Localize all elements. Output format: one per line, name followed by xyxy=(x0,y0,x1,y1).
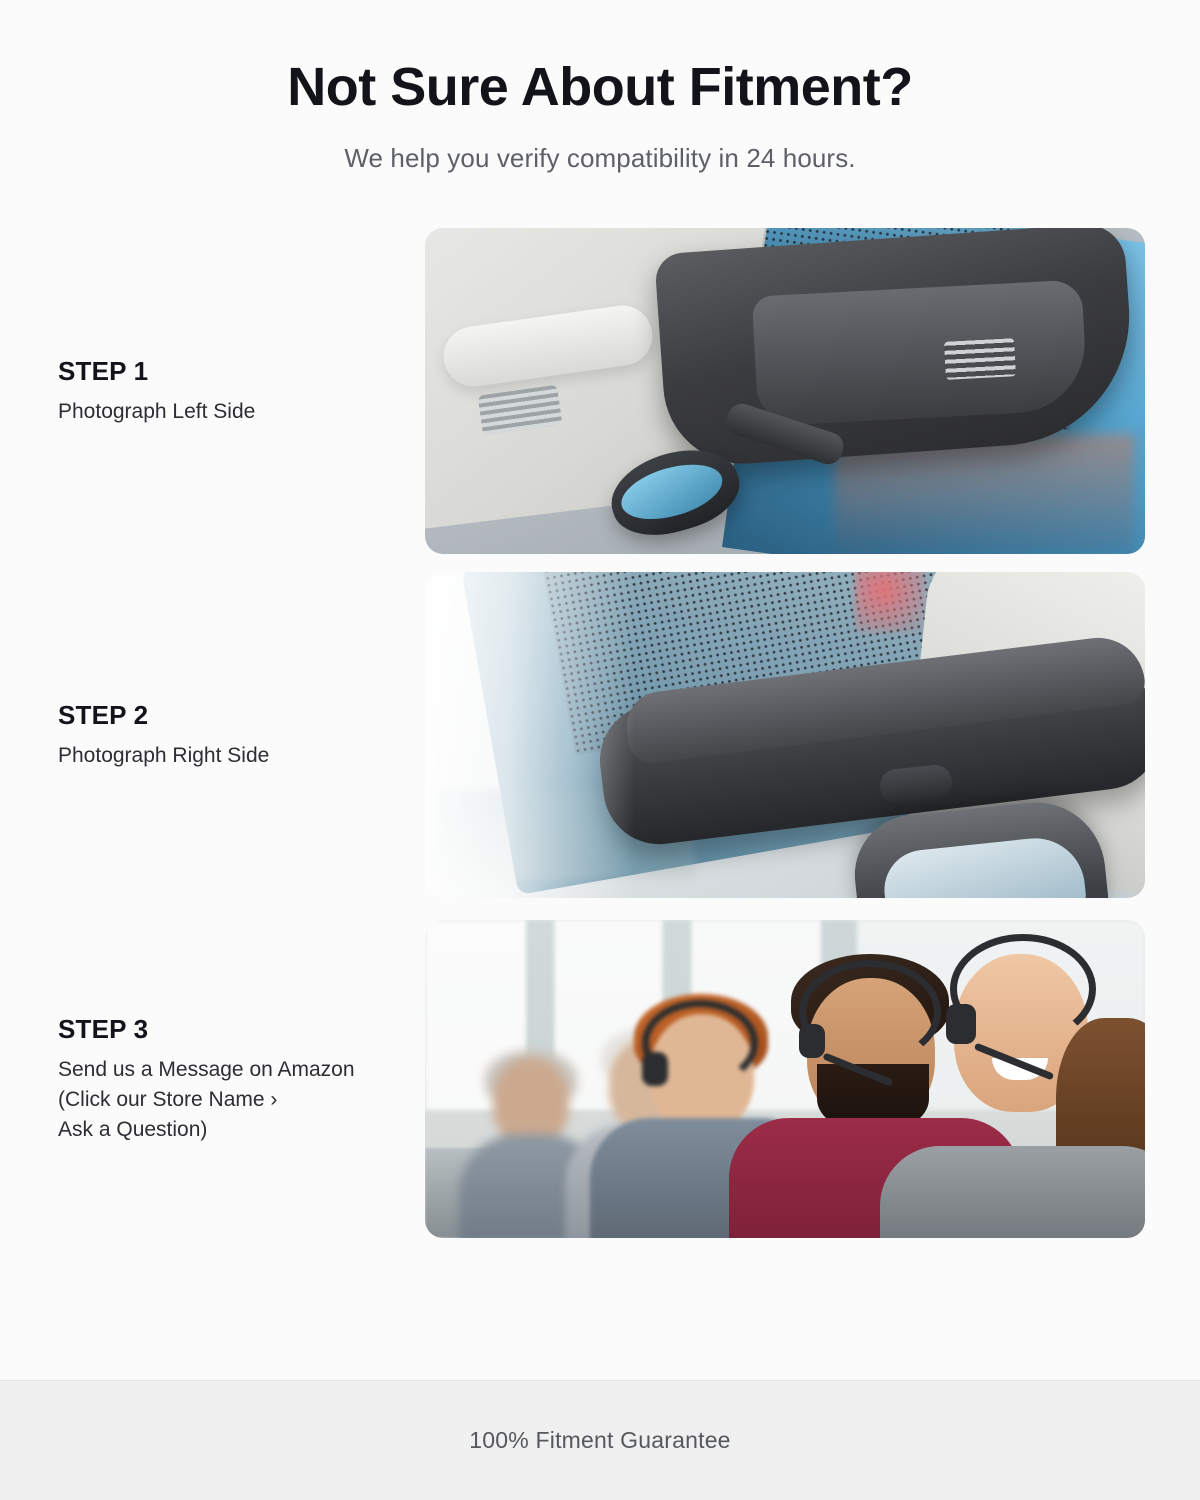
camera-housing-inner-shape xyxy=(752,280,1088,427)
page-footer xyxy=(0,1380,1200,1500)
step-1-description xyxy=(58,397,409,427)
step-3-image xyxy=(425,920,1145,1238)
step-2-label: STEP 2 xyxy=(58,699,149,730)
page-subtitle: We help you verify compatibility in 24 hours. xyxy=(344,143,856,174)
step-2-text xyxy=(0,700,425,771)
step-2-description xyxy=(58,741,409,771)
headset-earcup-shape xyxy=(799,1024,825,1058)
step-1-text xyxy=(0,356,425,427)
body-shape xyxy=(880,1146,1145,1238)
step-1-label: STEP 1 xyxy=(58,355,149,386)
head-shape xyxy=(493,1058,569,1146)
steps-list xyxy=(0,226,1200,1244)
headset-earcup-shape xyxy=(642,1052,668,1086)
step-3-description-line-3: Ask a Question) xyxy=(58,1117,208,1141)
glass-reflection-shape xyxy=(855,572,925,632)
housing-slots-shape xyxy=(944,339,1016,381)
step-2-image xyxy=(425,572,1145,898)
window-glare-shape xyxy=(425,572,635,898)
step-1-image xyxy=(425,228,1145,554)
step-3-label: STEP 3 xyxy=(58,1014,149,1045)
step-3-description-line-2: (Click our Store Name › xyxy=(58,1087,278,1111)
headset-earcup-shape xyxy=(946,1004,976,1044)
step-3-description xyxy=(58,1055,409,1144)
page-header xyxy=(0,0,1200,174)
step-3-description-line-1: Send us a Message on Amazon xyxy=(58,1058,355,1082)
step-item-2 xyxy=(0,570,1200,900)
step-item-3 xyxy=(0,914,1200,1244)
step-3-text xyxy=(0,1014,425,1144)
step-item-1 xyxy=(0,226,1200,556)
fitment-guarantee-text: 100% Fitment Guarantee xyxy=(469,1427,731,1453)
step-2-description-line-1: Photograph Right Side xyxy=(58,743,270,767)
page-title: Not Sure About Fitment? xyxy=(287,57,913,117)
step-1-description-line-1: Photograph Left Side xyxy=(58,399,256,423)
agent-figure-5 xyxy=(880,920,1145,1238)
